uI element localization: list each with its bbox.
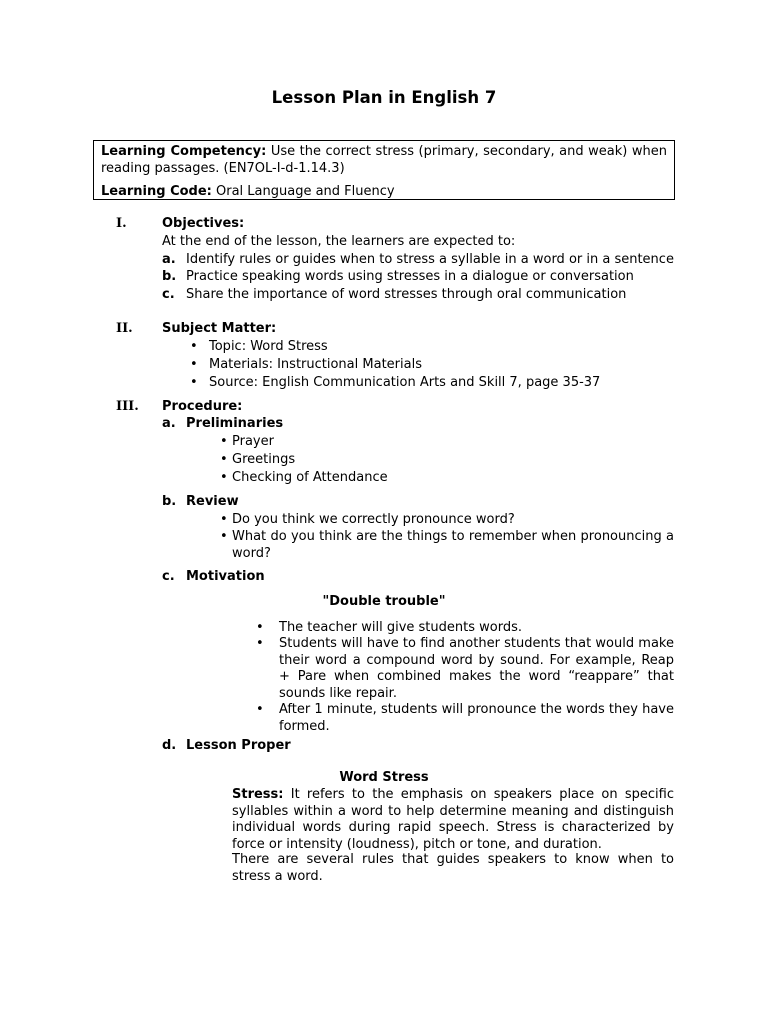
preliminaries-heading: Preliminaries — [186, 416, 284, 431]
motivation-item: The teacher will give students words. — [279, 620, 522, 635]
objectives-heading: Objectives: — [162, 216, 245, 231]
preliminaries-item: Checking of Attendance — [232, 470, 388, 485]
objective-label: c. — [162, 287, 175, 302]
objectives-intro: At the end of the lesson, the learners are expected to: — [162, 234, 516, 249]
stress-definition — [232, 787, 674, 853]
competency-text: Use the correct stress (primary, secondary, and weak) when reading passages. (EN7OL-I-d-1.14.3) — [101, 144, 668, 176]
subject-matter-item: Topic: Word Stress — [209, 339, 328, 354]
bullet-icon: • — [190, 375, 198, 390]
competency-label: Learning Competency: — [101, 144, 267, 159]
bullet-icon: • — [220, 470, 228, 485]
motivation-heading: Motivation — [186, 569, 265, 584]
bullet-icon: • — [220, 434, 228, 449]
bullet-icon: • — [256, 620, 264, 635]
bullet-icon: • — [256, 636, 264, 651]
review-label: b. — [162, 494, 177, 509]
bullet-icon: • — [220, 529, 228, 544]
subject-matter-heading: Subject Matter: — [162, 321, 277, 336]
procedure-numeral: III. — [116, 399, 139, 414]
lesson-proper-heading: Lesson Proper — [186, 738, 291, 753]
subject-matter-item: Source: English Communication Arts and Skill 7, page 35-37 — [209, 375, 601, 390]
preliminaries-label: a. — [162, 416, 176, 431]
objective-item: Identify rules or guides when to stress a syllable in a word or in a sentence — [186, 252, 674, 267]
lesson-proper-label: d. — [162, 738, 177, 753]
motivation-item: After 1 minute, students will pronounce the words they have formed. — [279, 702, 674, 734]
learning-code — [101, 184, 395, 201]
review-heading: Review — [186, 494, 239, 509]
bullet-icon: • — [256, 702, 264, 717]
review-item: What do you think are the things to remember when pronouncing a word? — [232, 529, 674, 561]
subject-matter-numeral: II. — [116, 321, 133, 336]
objective-item: Practice speaking words using stresses in a dialogue or conversation — [186, 269, 634, 284]
rules-text: There are several rules that guides speakers to know when to stress a word. — [232, 852, 674, 884]
bullet-icon: • — [220, 512, 228, 527]
section-title: Word Stress — [339, 770, 429, 785]
objective-label: a. — [162, 252, 176, 267]
subject-matter-item: Materials: Instructional Materials — [209, 357, 422, 372]
procedure-heading: Procedure: — [162, 399, 243, 414]
preliminaries-item: Greetings — [232, 452, 296, 467]
activity-title: "Double trouble" — [322, 594, 446, 609]
bullet-icon: • — [190, 357, 198, 372]
bullet-icon: • — [190, 339, 198, 354]
motivation-label: c. — [162, 569, 175, 584]
code-text: Oral Language and Fluency — [211, 184, 395, 199]
objective-label: b. — [162, 269, 177, 284]
page-title: Lesson Plan in English 7 — [271, 88, 497, 107]
objectives-numeral: I. — [116, 216, 127, 231]
objective-item: Share the importance of word stresses through oral communication — [186, 287, 627, 302]
competency-box — [93, 140, 675, 200]
stress-label: Stress: — [232, 787, 284, 802]
bullet-icon: • — [220, 452, 228, 467]
code-label: Learning Code: — [101, 184, 212, 199]
stress-text: It refers to the emphasis on speakers place on specific syllables within a word to help determine meaning and distinguish individual words during rapid speech. Stress is characterized by force or intensity (loudness), pitch or tone, and duration. — [232, 787, 674, 852]
review-item: Do you think we correctly pronounce word? — [232, 512, 515, 527]
motivation-item: Students will have to find another students that would make their word a compound word by sound. For example, Reap + Pare when combined makes the word “reappare” that sounds like repair. — [279, 636, 674, 701]
preliminaries-item: Prayer — [232, 434, 274, 449]
learning-competency — [101, 144, 667, 177]
